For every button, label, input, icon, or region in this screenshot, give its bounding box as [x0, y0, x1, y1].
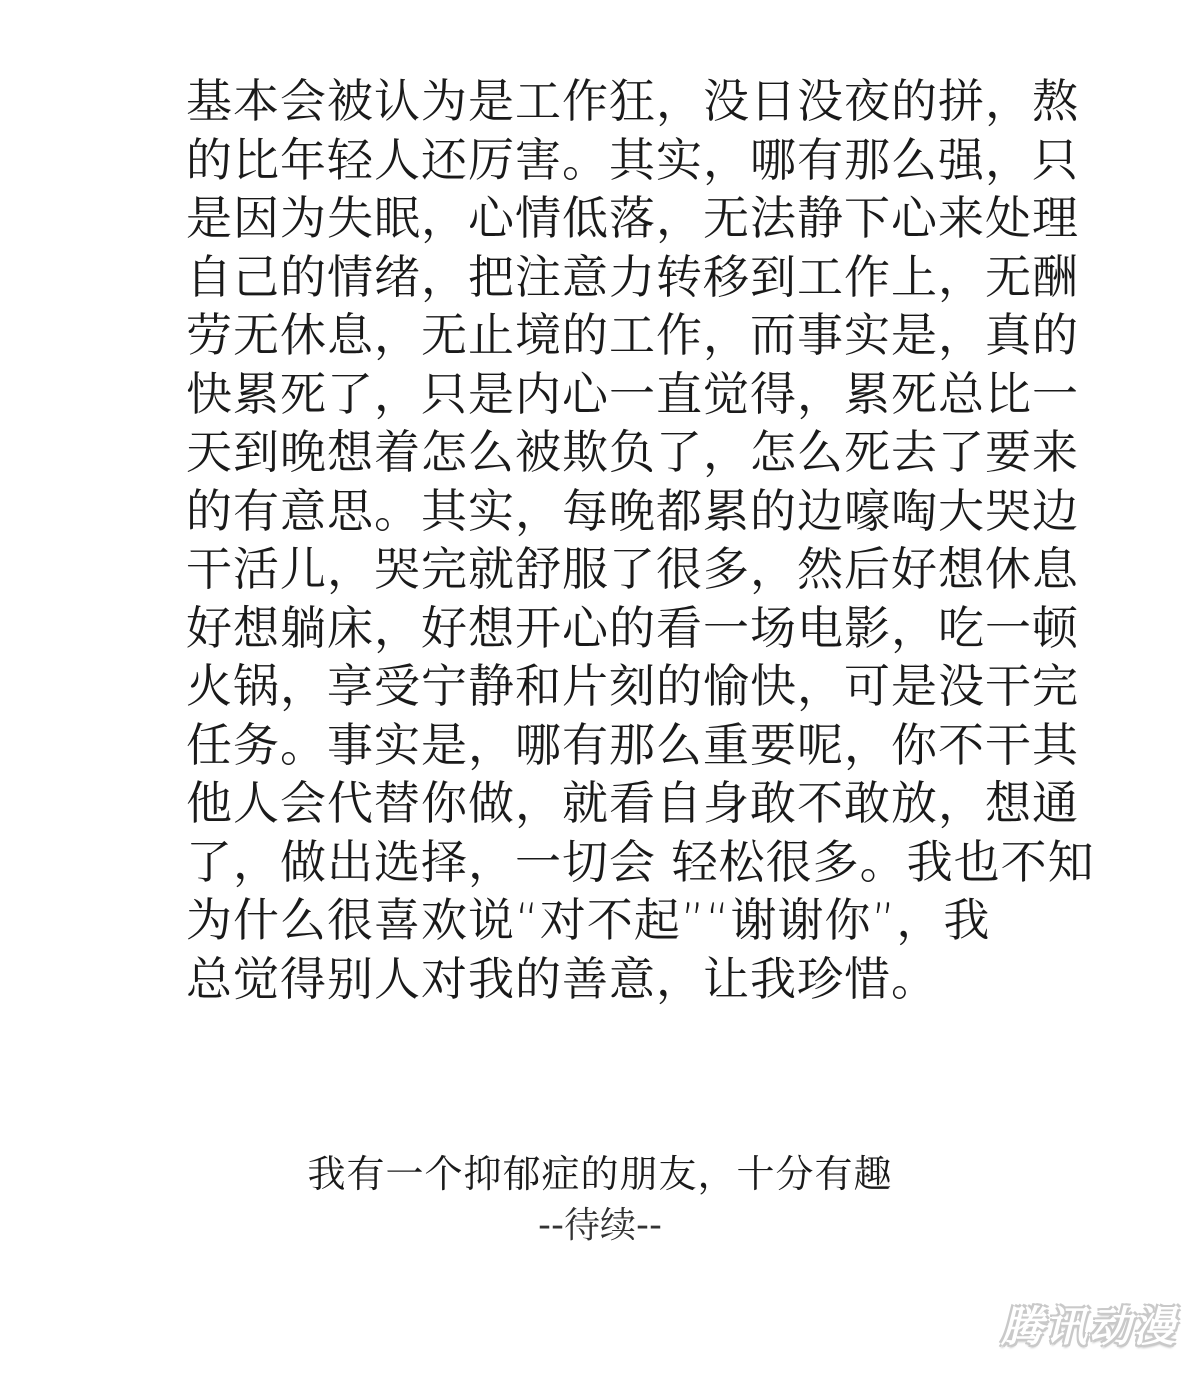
body-line: 了，做出选择，一切会 轻松很多。我也不知 [186, 834, 1095, 889]
body-text [186, 72, 1095, 1008]
body-line: 干活儿，哭完就舒服了很多，然后好想休息 [186, 542, 1079, 596]
body-line: 他人会代替你做，就看自身敢不敢放，想通 [186, 776, 1079, 830]
body-line: 任务。事实是，哪有那么重要呢，你不干其 [186, 717, 1079, 772]
body-line: 劳无休息，无止境的工作，而事实是，真的 [186, 308, 1079, 362]
footer-subtitle: --待续-- [538, 1205, 662, 1246]
body-line: 为什么很喜欢说“对不起”“谢谢你”，我 [186, 893, 991, 947]
body-line: 是因为失眠，心情低落，无法静下心来处理 [186, 191, 1079, 245]
body-line: 自己的情绪，把注意力转移到工作上，无酬 [186, 249, 1079, 304]
body-line: 天到晚想着怎么被欺负了，怎么死去了要来 [186, 425, 1079, 479]
body-line: 总觉得别人对我的善意，让我珍惜。 [186, 951, 938, 1006]
watermark-text: 腾讯动漫 [1000, 1302, 1177, 1351]
footer-title: 我有一个抑郁症的朋友，十分有趣 [307, 1152, 893, 1196]
body-line: 的有意思。其实，每晚都累的边嚎啕大哭边 [186, 483, 1079, 538]
body-line: 好想躺床，好想开心的看一场电影，吃一顿 [186, 600, 1079, 655]
body-line: 火锅，享受宁静和片刻的愉快，可是没干完 [186, 659, 1079, 713]
body-line: 基本会被认为是工作狂，没日没夜的拼，熬 [186, 74, 1079, 128]
body-line: 快累死了，只是内心一直觉得，累死总比一 [186, 366, 1079, 421]
watermark-logo [996, 1294, 1182, 1360]
body-line: 的比年轻人还厉害。其实，哪有那么强，只 [186, 132, 1079, 187]
